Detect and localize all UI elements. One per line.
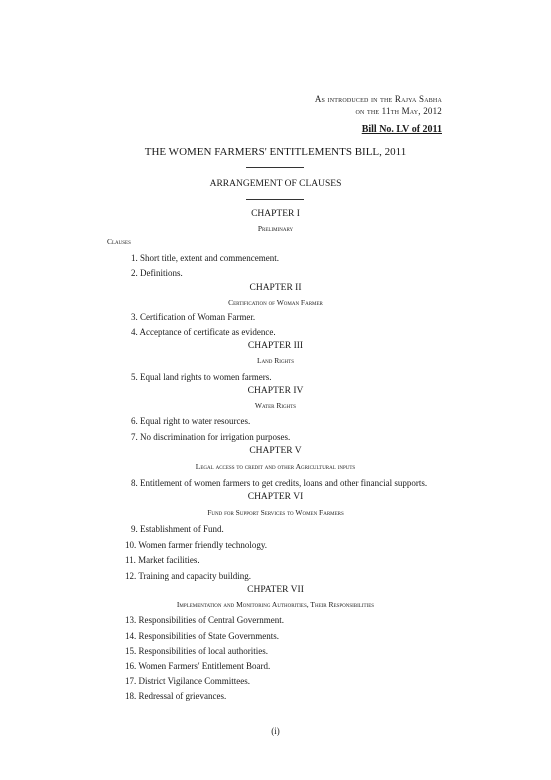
chapter-title: CHAPTER V	[249, 446, 302, 456]
divider	[246, 199, 304, 200]
chapter-subtitle: Preliminary	[257, 224, 294, 233]
clause-item: 2. Definitions.	[131, 268, 183, 278]
clause-item: 16. Women Farmers' Entitlement Board.	[125, 661, 271, 671]
clause-item: 14. Responsibilities of State Governments.	[125, 631, 279, 641]
introduced-note	[315, 93, 442, 117]
clause-item: 8. Entitlement of women farmers to get credits, loans and other financial supports.	[131, 478, 428, 488]
arrangement-heading: ARRANGEMENT OF CLAUSES	[209, 179, 342, 189]
clauses-label: Clauses	[107, 237, 131, 246]
introduced-line-1: As introduced in the Rajya Sabha	[314, 94, 442, 104]
clause-item: 5. Equal land rights to women farmers.	[131, 372, 272, 382]
page-number: (i)	[271, 726, 280, 736]
clause-item: 12. Training and capacity building.	[125, 571, 251, 581]
chapter-title: CHPATER VII	[247, 585, 304, 595]
clause-item: 17. District Vigilance Committees.	[125, 676, 251, 686]
divider	[246, 167, 304, 168]
clause-item: 7. No discrimination for irrigation purposes.	[131, 432, 291, 442]
chapter-subtitle: Implementation and Monitoring Authorities, Their Responsibilities	[176, 600, 375, 609]
chapter-title: CHAPTER I	[251, 209, 300, 219]
bill-title: THE WOMEN FARMERS' ENTITLEMENTS BILL, 2011	[144, 146, 407, 158]
clause-item: 10. Women farmer friendly technology.	[125, 540, 267, 550]
chapter-title: CHAPTER III	[247, 341, 304, 351]
chapter-subtitle: Water Rights	[254, 401, 297, 410]
clause-item: 11. Market facilities.	[125, 555, 200, 565]
bill-number: Bill No. LV of 2011	[361, 124, 442, 135]
clause-item: 4. Acceptance of certificate as evidence.	[131, 327, 276, 337]
clause-item: 3. Certification of Woman Farmer.	[131, 312, 256, 322]
introduced-line-2: on the 11th May, 2012	[355, 106, 442, 116]
chapter-title: CHAPTER VI	[247, 492, 304, 502]
chapter-title: CHAPTER IV	[247, 386, 304, 396]
clause-item: 18. Redressal of grievances.	[125, 691, 227, 701]
clause-item: 9. Establishment of Fund.	[131, 524, 224, 534]
clause-item: 13. Responsibilities of Central Government.	[125, 615, 284, 625]
chapter-subtitle: Land Rights	[256, 356, 294, 365]
chapter-subtitle: Certification of Woman Farmer	[228, 298, 323, 307]
clause-item: 1. Short title, extent and commencement.	[131, 253, 279, 263]
clause-item: 15. Responsibilities of local authorities.	[125, 646, 268, 656]
clause-item: 6. Equal right to water resources.	[131, 416, 251, 426]
chapter-title: CHAPTER II	[249, 283, 302, 293]
chapter-subtitle: Legal access to credit and other Agricultural inputs	[195, 462, 356, 471]
chapter-subtitle: Fund for Support Services to Women Farmers	[207, 508, 344, 517]
